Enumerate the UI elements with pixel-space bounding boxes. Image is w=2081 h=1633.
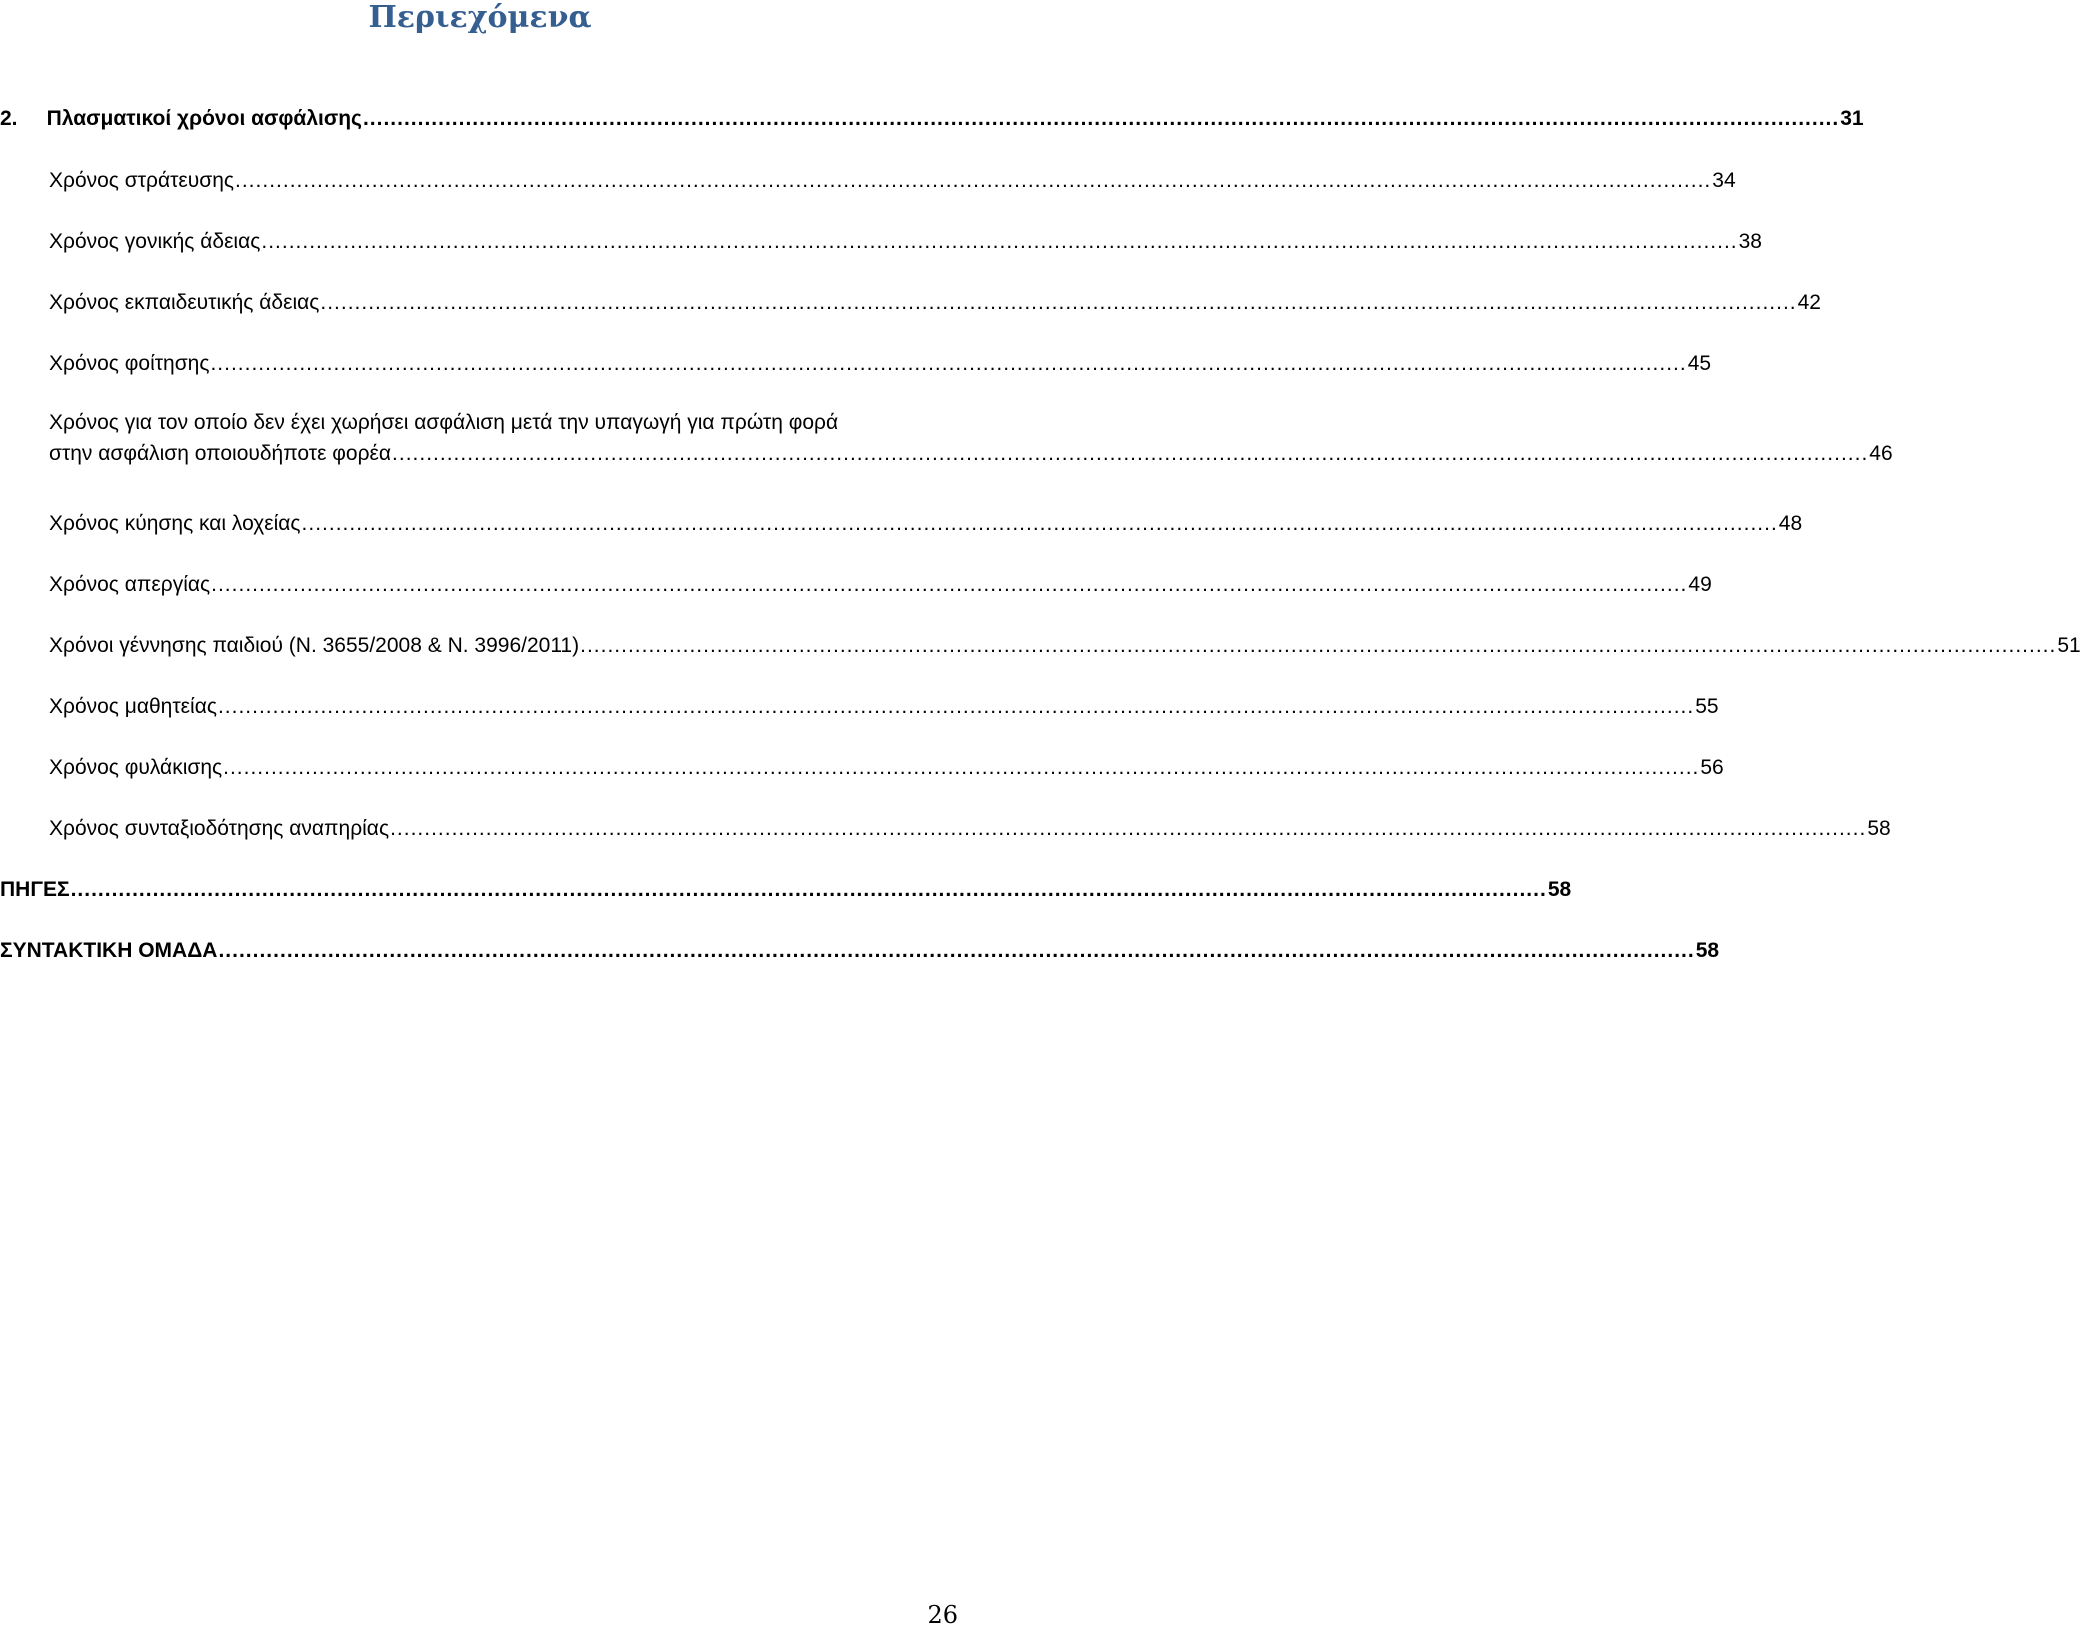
- toc-title: Περιεχόμενα: [368, 0, 592, 35]
- dot-leader: ........................................................................................................................................................................................................................: [223, 756, 1700, 779]
- toc-entry-label: ΣΥΝΤΑΚΤΙΚΗ ΟΜΑΔΑ: [0, 939, 218, 962]
- toc-entry-label: Χρόνος στράτευσης: [49, 169, 235, 192]
- toc-entry-page: 34: [1712, 169, 1736, 192]
- toc-entry-label: ΠΗΓΕΣ: [0, 878, 70, 901]
- toc-entry-page: 38: [1738, 230, 1762, 253]
- toc-entry-label: Χρόνος φοίτησης: [49, 352, 210, 375]
- toc-entry[interactable]: [49, 695, 1719, 719]
- dot-leader: ........................................................................................................................................................................................................................: [210, 352, 1687, 375]
- toc-entry-page: 45: [1687, 352, 1712, 375]
- toc-entry-editorial-team[interactable]: [0, 939, 1720, 963]
- toc-entry-label: Χρόνος γονικής άδειας: [49, 230, 261, 253]
- toc-entry-label: Χρόνος κύησης και λοχείας: [49, 512, 301, 535]
- dot-leader: ........................................................................................................................................................................................................................: [261, 230, 1738, 253]
- toc-entry[interactable]: [49, 352, 1712, 376]
- toc-entry-page: 46: [1869, 442, 1893, 465]
- dot-leader: ........................................................................................................................................................................................................................: [70, 878, 1547, 901]
- toc-entry-label: Χρόνος συνταξιοδότησης αναπηρίας: [49, 817, 390, 840]
- toc-entry[interactable]: [49, 817, 1891, 841]
- toc-entry-page: 31: [1840, 107, 1864, 130]
- page-number: 26: [927, 1601, 958, 1629]
- dot-leader: ........................................................................................................................................................................................................................: [217, 695, 1695, 718]
- dot-leader: ........................................................................................................................................................................................................................: [235, 169, 1712, 192]
- dot-leader: ........................................................................................................................................................................................................................: [390, 817, 1867, 840]
- toc-entry-label-line1: Χρόνος για τον οποίο δεν έχει χωρήσει ασφάλιση μετά την υπαγωγή για πρώτη φορά: [49, 411, 839, 434]
- toc-entry-page: 58: [1695, 939, 1720, 962]
- toc-entry-page: 42: [1797, 291, 1821, 314]
- toc-entry-wrapped[interactable]: [49, 407, 1893, 469]
- toc-entry-label: Χρόνοι γέννησης παιδιού (Ν. 3655/2008 & Ν. 3996/2011): [49, 634, 580, 657]
- dot-leader: ........................................................................................................................................................................................................................: [392, 442, 1869, 465]
- toc-entry-page: 58: [1547, 878, 1572, 901]
- dot-leader: ........................................................................................................................................................................................................................: [320, 291, 1797, 314]
- toc-entry-label: 2. Πλασματικοί χρόνοι ασφάλισης: [0, 107, 362, 130]
- toc-entry[interactable]: [49, 291, 1821, 315]
- toc-entry-label-line2: στην ασφάλιση οποιουδήποτε φορέα: [49, 442, 392, 465]
- toc-entry[interactable]: [49, 512, 1803, 536]
- toc-entry-sources[interactable]: [0, 878, 1572, 902]
- dot-leader: ........................................................................................................................................................................................................................: [211, 573, 1688, 596]
- toc-entry[interactable]: [49, 230, 1762, 254]
- toc-entry[interactable]: [49, 634, 2081, 658]
- dot-leader: ........................................................................................................................................................................................................................: [580, 634, 2057, 657]
- toc-entry-page: 48: [1778, 512, 1803, 535]
- dot-leader: ........................................................................................................................................................................................................................: [218, 939, 1695, 962]
- toc-entry[interactable]: [49, 756, 1724, 780]
- toc-entry-label: Χρόνος απεργίας: [49, 573, 211, 596]
- toc-entry-page: 58: [1867, 817, 1891, 840]
- toc-entry-line2: [49, 438, 1893, 469]
- toc-entry-label: Χρόνος φυλάκισης: [49, 756, 223, 779]
- toc-entry-chapter-2[interactable]: [0, 107, 1864, 131]
- dot-leader: ........................................................................................................................................................................................................................: [301, 512, 1778, 535]
- dot-leader: ........................................................................................................................................................................................................................: [362, 107, 1840, 130]
- toc-entry-page: 55: [1695, 695, 1719, 718]
- toc-entry-label: Χρόνος εκπαιδευτικής άδειας: [49, 291, 320, 314]
- toc-entry[interactable]: [49, 169, 1736, 193]
- toc-entry-page: 49: [1688, 573, 1712, 596]
- toc-entry-page: 56: [1700, 756, 1724, 779]
- toc-entry[interactable]: [49, 573, 1712, 597]
- toc-entry-label: Χρόνος μαθητείας: [49, 695, 217, 718]
- toc-entry-page: 51: [2057, 634, 2081, 657]
